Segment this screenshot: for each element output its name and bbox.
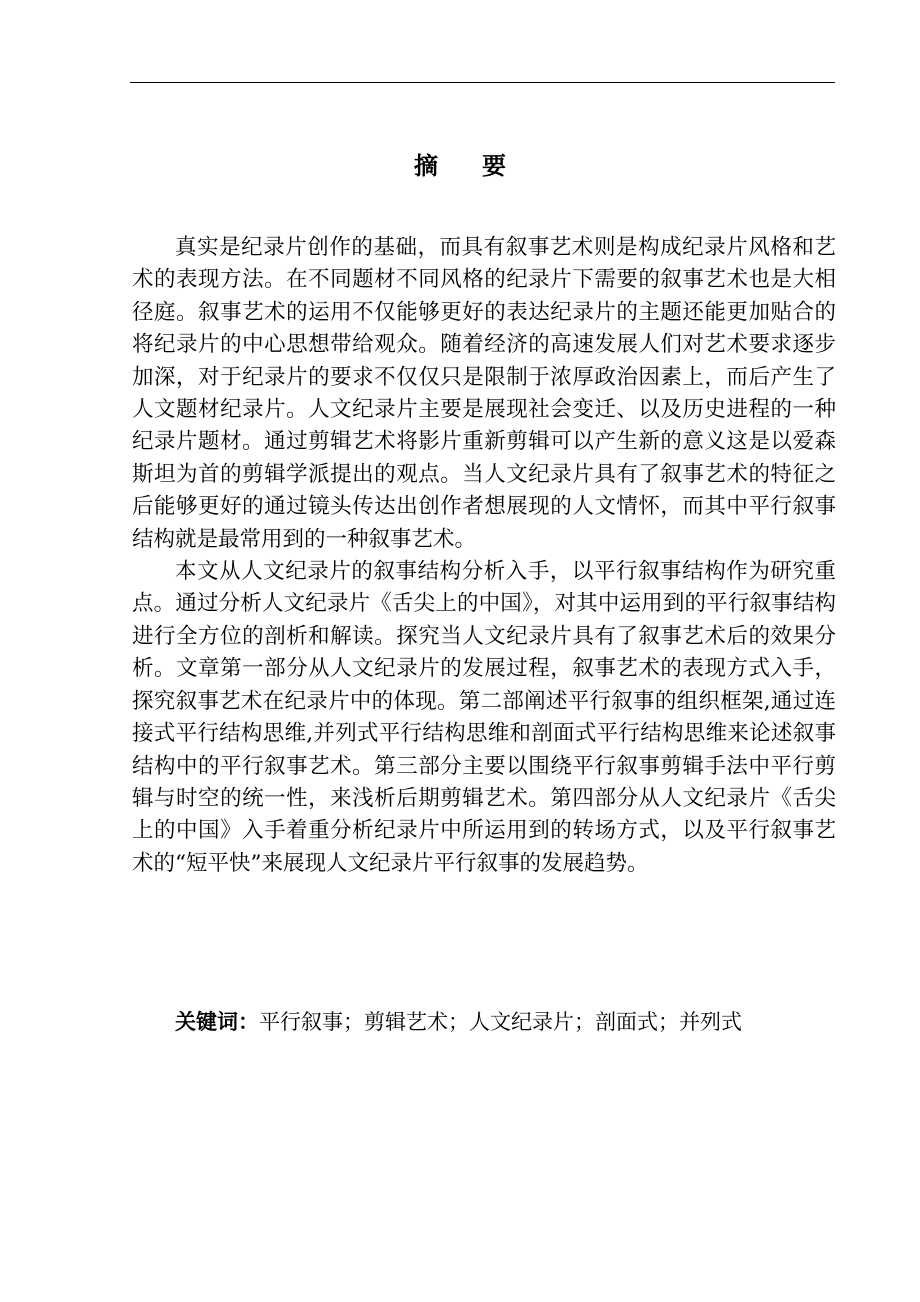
keywords-line bbox=[175, 1006, 835, 1038]
keywords-text: 平行叙事；剪辑艺术；人文纪录片；剖面式；并列式 bbox=[259, 1010, 742, 1034]
abstract-paragraph-2: 本文从人文纪录片的叙事结构分析入手，以平行叙事结构作为研究重点。通过分析人文纪录片《舌尖上的中国》，对其中运用到的平行叙事结构进行全方位的剖析和解读。探究当人文纪录片具有了叙事艺术后的效果分析。文章第一部分从人文纪录片的发展过程，叙事艺术的表现方式入手，探究叙事艺术在纪录片中的体现。第二部阐述平行叙事的组织框架,通过连接式平行结构思维,并列式平行结构思维和剖面式平行结构思维来论述叙事结构中的平行叙事艺术。第三部分主要以围绕平行叙事剪辑手法中平行剪辑与时空的统一性，来浅析后期剪辑艺术。第四部分从人文纪录片《舌尖上的中国》入手着重分析纪录片中所运用到的转场方式，以及平行叙事艺术的“短平快”来展现人文纪录片平行叙事的发展趋势。 bbox=[132, 559, 836, 876]
abstract-body bbox=[132, 232, 836, 880]
abstract-title: 摘要 bbox=[414, 151, 550, 180]
keywords-label: 关键词： bbox=[175, 1009, 259, 1034]
abstract-paragraph-1: 真实是纪录片创作的基础，而具有叙事艺术则是构成纪录片风格和艺术的表现方法。在不同题材不同风格的纪录片下需要的叙事艺术也是大相径庭。叙事艺术的运用不仅能够更好的表达纪录片的主题还能更加贴合的将纪录片的中心思想带给观众。随着经济的高速发展人们对艺术要求逐步加深，对于纪录片的要求不仅仅只是限制于浓厚政治因素上，而后产生了人文题材纪录片。人文纪录片主要是展现社会变迁、以及历史进程的一种纪录片题材。通过剪辑艺术将影片重新剪辑可以产生新的意义这是以爱森斯坦为首的剪辑学派提出的观点。当人文纪录片具有了叙事艺术的特征之后能够更好的通过镜头传达出创作者想展现的人文情怀，而其中平行叙事结构就是最常用到的一种叙事艺术。 bbox=[132, 235, 836, 552]
header-rule bbox=[130, 82, 835, 83]
